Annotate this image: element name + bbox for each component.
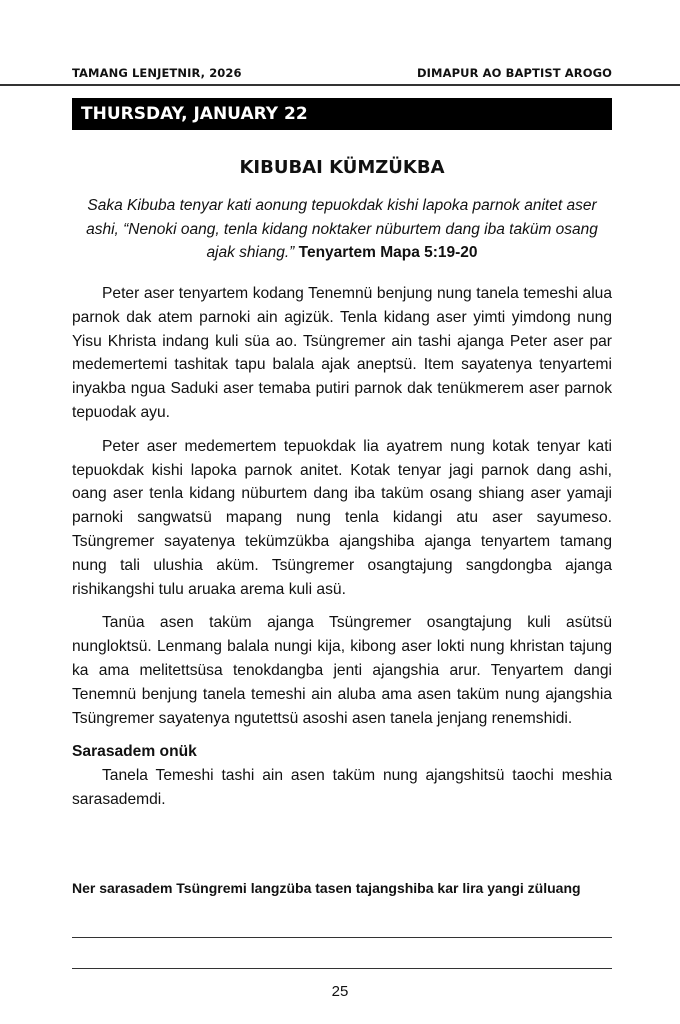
date-banner: THURSDAY, JANUARY 22 — [72, 98, 612, 130]
paragraph-2: Peter aser medemertem tepuokdak lia ayatrem nung kotak tenyar kati tepuokdak kishi lapoka parnok anitet. Kotak tenyar jagi parnok dang ashi, oang aser tenla kidang nüburtem dang iba taküm osang shiang aser yamaji parnoki sangwatsü mapang nung tenla kidangi atu aser sayumeso. Tsüngremer sayatenya tekümzükba ajangshiba ajanga tenyartem tamang nung tali ulushia aküm. Tsüngremer osangtajung sangdongba ajanga rishikangshi tulu aruaka arema kuli asü. — [72, 437, 612, 598]
answer-line-1[interactable] — [72, 937, 612, 938]
page-number: 25 — [331, 983, 349, 1000]
running-header — [72, 66, 612, 80]
devotion-title: KIBUBAI KÜMZÜKBA — [239, 157, 445, 178]
header-right: DIMAPUR AO BAPTIST AROGO — [417, 66, 612, 80]
answer-line-2[interactable] — [72, 968, 612, 969]
header-left: TAMANG LENJETNIR, 2026 — [72, 66, 242, 80]
prayer-heading: Sarasadem onük — [72, 743, 197, 761]
verse-reference: Tenyartem Mapa 5:19-20 — [298, 244, 478, 261]
reflection-question: Ner sarasadem Tsüngremi langzüba tasen tajangshiba kar lira yangi züluang — [72, 880, 581, 896]
prayer-text: Tanela Temeshi tashi ain asen taküm nung ajangshitsü taochi meshia sarasademdi. — [72, 767, 612, 808]
paragraph-1: Peter aser tenyartem kodang Tenemnü benjung nung tanela temeshi alua parnok dak atem parnoki ain agizük. Tenla kidang aser yimti yimdong nung Yisu Khrista indang kuli süa ao. Tsüngremer ain tashi ajanga Peter aser par medemertemi tashitak tapu balala ajak aneptsü. Item sayatenya tenyartemi inyakba ngua Saduki aser temaba putiri parnok dak tenükmerem aser parnok tepuodak ayu. — [72, 285, 612, 421]
scripture-verse — [80, 194, 604, 265]
verse-text: Saka Kibuba tenyar kati aonung tepuokdak kishi lapoka parnok anitet aser ashi, “Nenoki oang, tenla kidang noktaker nüburtem dang iba taküm osang ajak shiang.” — [86, 197, 598, 261]
paragraph-3: Tanüa asen taküm ajanga Tsüngremer osangtajung kuli asütsü nungloktsü. Lenmang balala nungi kija, kibong aser lokti nung khristan tajung ka ama melitettsüsa tenokdangba jenti ajangshia arur. Tenyartem dangi Tenemnü benjung tanela temeshi ain aluba ama asen taküm nung ajangshia Tsüngremer sayatenya ngutettsü asoshi asen tanela jenjang renemshidi. — [72, 614, 612, 727]
header-rule — [0, 84, 680, 86]
devotion-body — [72, 282, 612, 822]
